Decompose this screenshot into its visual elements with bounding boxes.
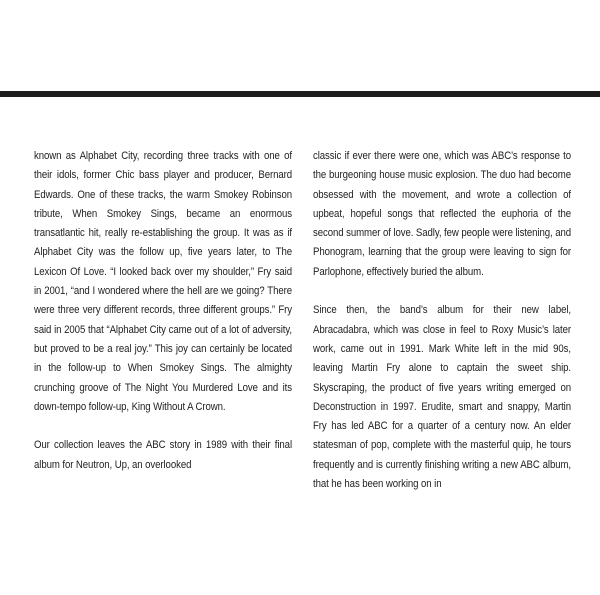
header-divider-bar [0,91,600,97]
right-paragraph-1: classic if ever there were one, which was ABC’s response to the burgeoning house music explosion. The duo had become obsessed with the movement, and wrote a collection of upbeat, hopeful songs that reflected the euphoria of the second summer of love. Sadly, few people were listening, and Phonogram, learning that the group were leaving to sign for Parlophone, effectively buried the album. [313,150,571,278]
left-paragraph-1: known as Alphabet City, recording three tracks with one of their idols, former Chic bass player and producer, Bernard Edwards. One of these tracks, the warm Smokey Robinson tribute, When Smokey Sings, became an enormous transatlantic hit, really re-establishing the group. It was as if Alphabet City was the follow up, five years later, to The Lexicon Of Love. “I looked back over my shoulder,” Fry said in 2001, “and I wondered where the hell are we going? There were three very different records, three different groups.” Fry said in 2005 that “Alphabet City came out of a lot of adversity, but proved to be a real joy.” This joy can certainly be located in the follow-up to When Smokey Sings. The almighty crunching groove of The Night You Murdered Love and its down-tempo follow-up, King Without A Crown. [34,150,292,413]
left-paragraph-2: Our collection leaves the ABC story in 1989 with their final album for Neutron, Up, an overlooked [34,439,292,471]
right-paragraph-2: Since then, the band’s album for their new label, Abracadabra, which was close in feel to Roxy Music’s later work, came out in 1991. Mark White left in the mid 90s, leaving Martin Fry alone to captain the sweet ship. Skyscraping, the product of five years writing emerged on Deconstruction in 1997. Erudite, smart and snappy, Martin Fry has led ABC for a quarter of a century now. An elder statesman of pop, complete with the masterful quip, he tours frequently and is currently finishing writing a new ABC album, that he has been working on in [313,304,571,491]
right-text-column [313,147,571,494]
left-text-column [34,147,292,494]
